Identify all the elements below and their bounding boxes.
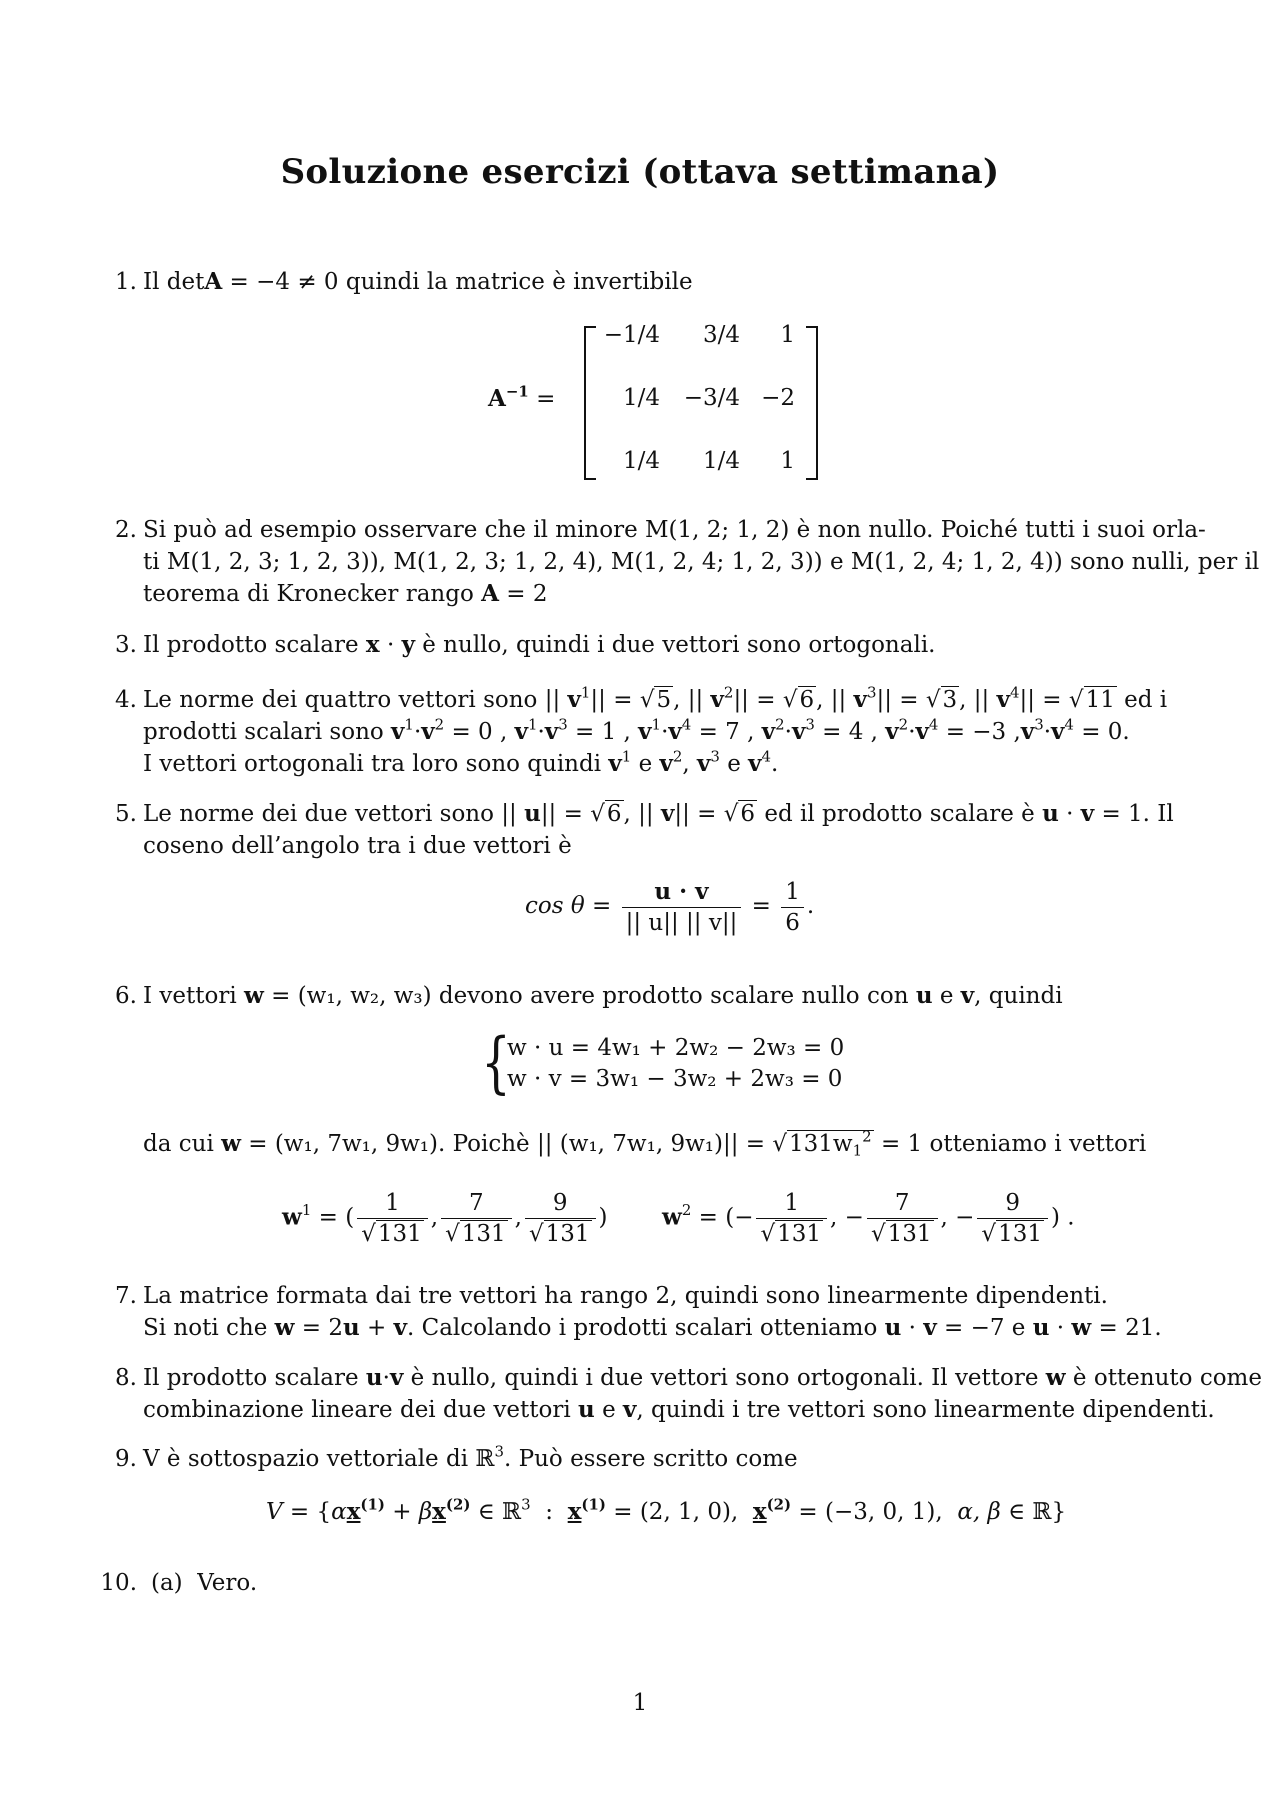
list-item-6: 6. I vettori w = (w₁, w₂, w₃) devono avere prodotto scalare nullo con u e v, quindi [115, 982, 1063, 1009]
list-item-3: 3. Il prodotto scalare x · y è nullo, quindi i due vettori sono ortogonali. [115, 631, 936, 658]
vector-w1: $w^1$ = ( $\frac{1}{√131}$ , $\frac{7}{√131}$ , $\frac{9}{√131}$ ) [282, 1190, 608, 1247]
system-brace: { [481, 1024, 511, 1101]
equation-system-row-1: w · u = 4w₁ + 2w₂ − 2w₃ = 0 [507, 1035, 845, 1061]
matrix-cell: 3/4 [702, 322, 740, 348]
list-item-1: 1. Il detA = −4 ≠ 0 quindi la matrice è invertibile [115, 268, 693, 295]
matrix-cell: 1/4 [622, 385, 660, 411]
matrix-cell: −2 [761, 385, 795, 411]
list-item-5: 5. Le norme dei due vettori sono || u|| = √6, || v|| = √6 ed il prodotto scalare è u · v = 1. Il coseno dell’angolo tra i due vettori è [115, 800, 1174, 859]
vector-w2: $w^2$ = (− $\frac{1}{√131}$ , − $\frac{7}{√131}$ , − $\frac{9}{√131}$ ) . [662, 1190, 1075, 1247]
matrix-cell: 1 [780, 448, 795, 474]
list-item-2: 2. Si può ad esempio osservare che il minore M(1, 2; 1, 2) è non nullo. Poiché tutti i suoi orla- ti M(1, 2, 3; 1, 2, 3)), M(1, 2, 3; 1, 2, 4), M(1, 2, 4; 1, 2, 3)) e M(1, 2, 4; 1, 2, 4)) sono nulli, per il teorema di Kronecker rango A = 2 [115, 517, 1260, 607]
list-item-4: 4. Le norme dei quattro vettori sono || $v^1|| = √5$, || $v^2|| = √6$, || $v^3|| = √3$, || $v^4|| = √11$ ed i prodotti scalari sono $v^1\cdot v^2 = 0$ , $v^1\cdot v^3 = 1$ , $v^1\cdot v^4 = 7$ , $v^2\cdot v^3 = 4$ , $v^2\cdot v^4 = -3$ $,v^3\cdot v^4 = 0$. I vettori ortogonali tra loro sono quindi $v^1$ e $v^2$, $v^3$ e $v^4$. [115, 683, 1168, 777]
page-number: 1 [632, 1690, 648, 1716]
list-item-10: 10. (a) Vero. [100, 1570, 258, 1596]
matrix-cell: 1 [780, 322, 795, 348]
equation-system-row-2: w · v = 3w₁ − 3w₂ + 2w₃ = 0 [507, 1066, 843, 1092]
matrix-label: $A^{-1}$ = [488, 382, 556, 412]
cosine-formula: cos θ = $\frac{u \cdot v}{|| u|| || v||}$ = $\frac{1}{6}$ . [525, 878, 815, 936]
matrix-bracket-right [806, 326, 818, 480]
list-item-7: 7. La matrice formata dai tre vettori ha rango 2, quindi sono linearmente dipendenti. Si noti che w = 2u + v. Calcolando i prodotti scalari otteniamo u · v = −7 e u · w = 21. [115, 1283, 1162, 1341]
page-title: Soluzione esercizi (ottava settimana) [280, 152, 1000, 192]
list-item-8: 8. Il prodotto scalare u·v è nullo, quindi i due vettori sono ortogonali. Il vettore w è ottenuto come combinazione lineare dei due vettori u e v, quindi i tre vettori sono linearmente dipendenti. [115, 1364, 1262, 1423]
matrix-cell: 1/4 [702, 448, 740, 474]
matrix-cell: −1/4 [603, 322, 660, 348]
matrix-cell: 1/4 [622, 448, 660, 474]
list-item-6-continued: da cui w = (w₁, 7w₁, 9w₁). Poichè || (w₁, 7w₁, $9w_1)|| = √131w_1^2 = 1$ otteniamo i vettori [143, 1127, 1147, 1160]
matrix-cell: −3/4 [683, 385, 740, 411]
subspace-definition: $V = \{\alpha x^{(1)} + \beta x^{(2)}$ ∈ ℝ$^3$ : $x^{(1)} = (2$, 1, 0), $x^{(2)} = (-3$, 0, 1), α, β ∈ ℝ} [266, 1495, 1067, 1525]
list-item-9: 9. V è sottospazio vettoriale di ℝ$^3$. Può essere scritto come [115, 1442, 798, 1472]
